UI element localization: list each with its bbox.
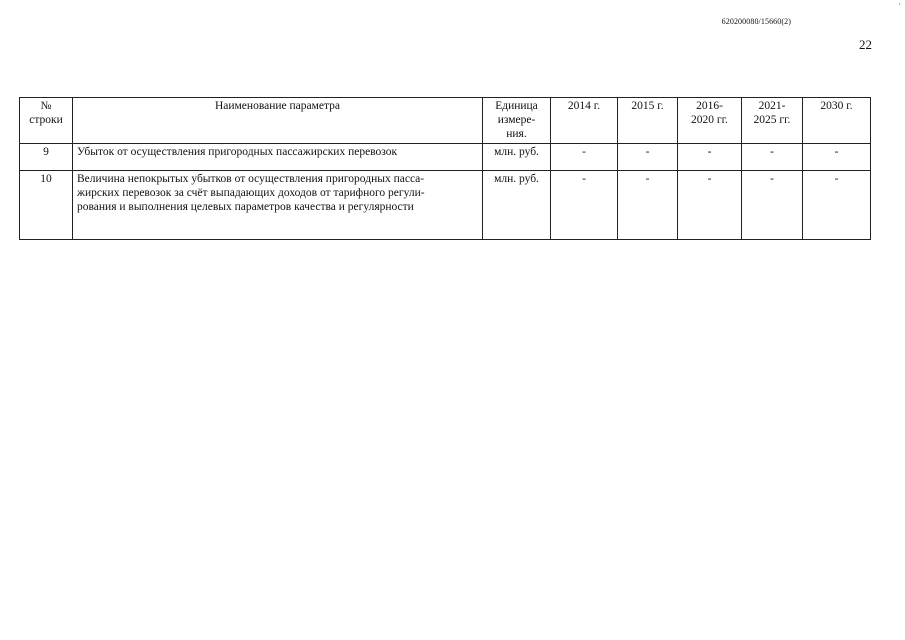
- row-number: 9: [20, 144, 73, 171]
- header-year-2030: 2030 г.: [803, 98, 871, 144]
- row-number: 10: [20, 171, 73, 240]
- value-2015: -: [618, 171, 678, 240]
- unit-cell: млн. руб.: [483, 144, 551, 171]
- value-2021-2025: -: [742, 171, 803, 240]
- value-2030: -: [803, 171, 871, 240]
- header-row-number: № строки: [20, 98, 73, 144]
- value-2016-2020: -: [678, 171, 742, 240]
- parameter-name: Убыток от осуществления пригородных пассажирских перевозок: [73, 144, 483, 171]
- value-2021-2025: -: [742, 144, 803, 171]
- value-2016-2020: -: [678, 144, 742, 171]
- value-2030: -: [803, 144, 871, 171]
- unit-cell: млн. руб.: [483, 171, 551, 240]
- value-2015: -: [618, 144, 678, 171]
- document-code: 620200080/15660(2): [721, 17, 791, 26]
- header-years-2021-2025: 2021- 2025 гг.: [742, 98, 803, 144]
- table-header-row: [20, 98, 871, 144]
- parameters-table: [19, 97, 871, 240]
- header-year-2014: 2014 г.: [551, 98, 618, 144]
- table-row: [20, 144, 871, 171]
- page-number: 22: [859, 37, 872, 52]
- table-row: [20, 171, 871, 240]
- header-parameter-name: Наименование параметра: [73, 98, 483, 144]
- parameter-name: Величина непокрытых убытков от осуществления пригородных пасса- жирских перевозок за счёт выпадающих доходов от тарифного регули- рования и выполнения целевых параметров качества и регулярности: [73, 171, 483, 240]
- header-year-2015: 2015 г.: [618, 98, 678, 144]
- header-unit: Единица измере- ния.: [483, 98, 551, 144]
- value-2014: -: [551, 171, 618, 240]
- value-2014: -: [551, 144, 618, 171]
- header-years-2016-2020: 2016- 2020 гг.: [678, 98, 742, 144]
- corner-mark: ·: [898, 0, 901, 9]
